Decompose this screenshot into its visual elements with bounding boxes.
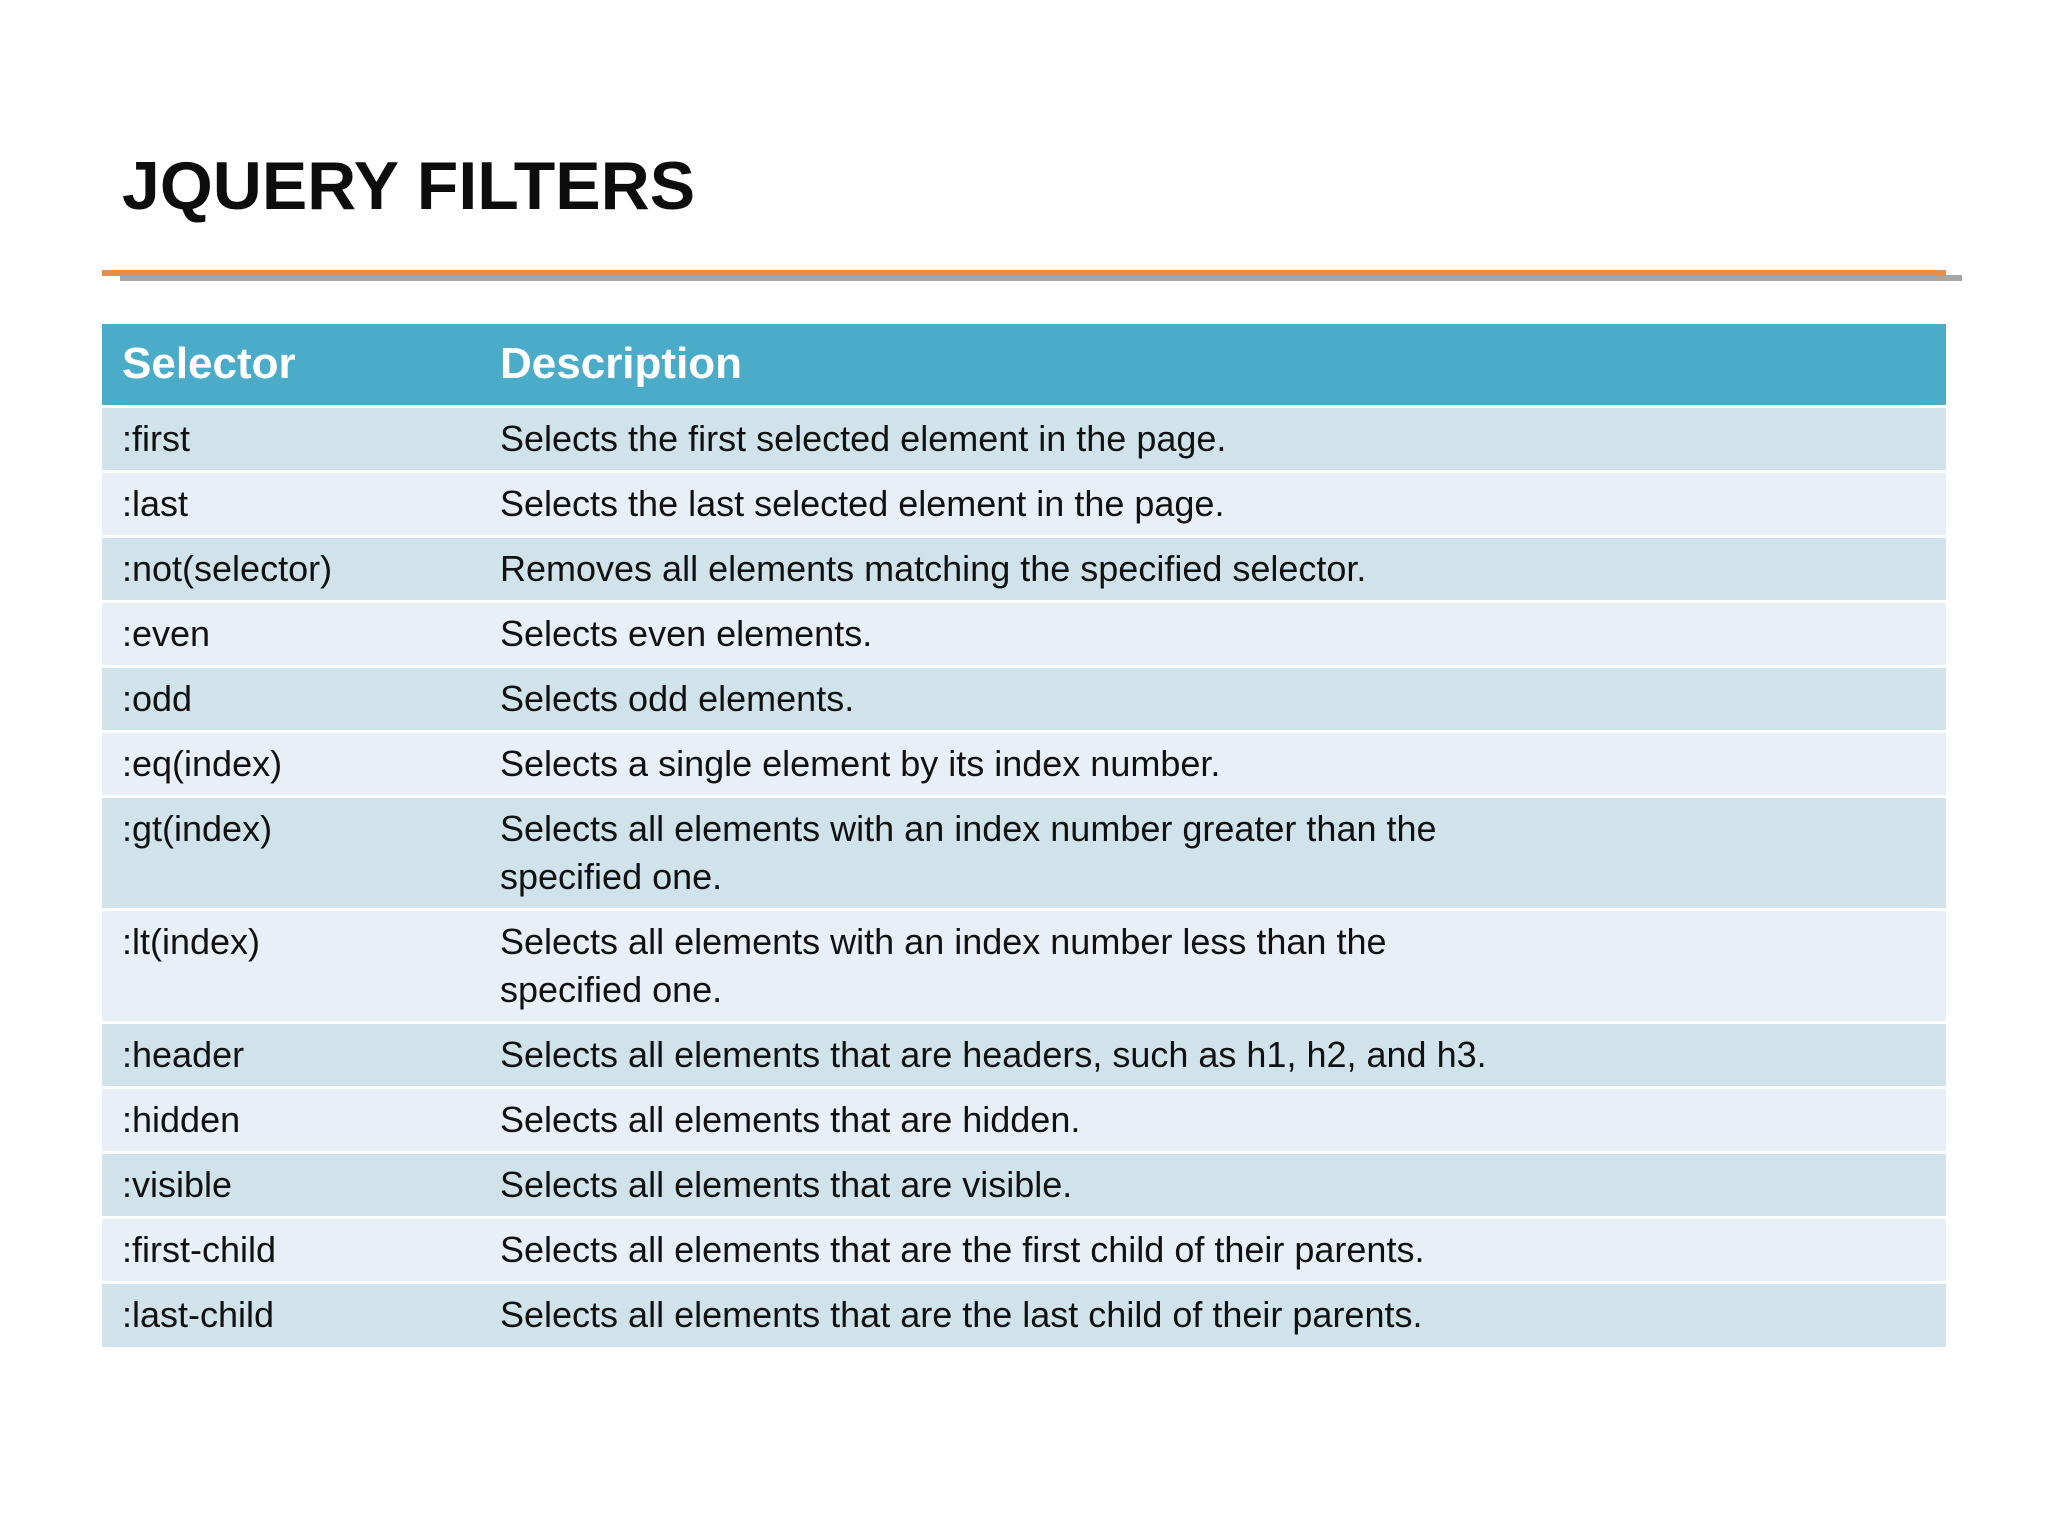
selector-cell: :odd: [122, 677, 193, 719]
description-cell: Selects all elements with an index number greater than the specified one.: [500, 807, 1437, 897]
table-row: [102, 1022, 1946, 1087]
description-cell: Selects all elements with an index number less than the specified one.: [500, 920, 1387, 1010]
slide-title: JQUERY FILTERS: [122, 148, 696, 224]
selector-cell: :first: [122, 417, 190, 459]
description-cell: Selects odd elements.: [500, 677, 855, 719]
header-description: Description: [500, 339, 743, 389]
selector-cell: :header: [122, 1033, 245, 1075]
table-row: [102, 1152, 1946, 1217]
description-cell: Removes all elements matching the specified selector.: [500, 547, 1367, 589]
table-row: [102, 536, 1946, 601]
selector-cell: :not(selector): [122, 547, 333, 589]
table-row: [102, 471, 1946, 536]
description-cell: Selects all elements that are the last child of their parents.: [500, 1293, 1423, 1335]
table-header-row: [102, 324, 1946, 406]
selector-cell: :even: [122, 612, 211, 654]
description-cell: Selects all elements that are the first child of their parents.: [500, 1228, 1425, 1270]
description-cell: Selects even elements.: [500, 612, 873, 654]
header-selector: Selector: [122, 339, 296, 389]
filters-table: [102, 324, 1946, 1347]
table-row: [102, 1282, 1946, 1347]
table-row: [102, 796, 1946, 909]
description-cell: Selects the first selected element in the page.: [500, 417, 1227, 459]
description-cell: Selects all elements that are visible.: [500, 1163, 1073, 1205]
table-row: [102, 666, 1946, 731]
description-cell: Selects the last selected element in the page.: [500, 482, 1225, 524]
table-row: [102, 1217, 1946, 1282]
selector-cell: :gt(index): [122, 807, 273, 849]
filters-table-container: [102, 324, 1946, 1347]
title-rule: [102, 270, 1946, 276]
selector-cell: :last-child: [122, 1293, 275, 1335]
table-row: [102, 731, 1946, 796]
description-cell: Selects a single element by its index number.: [500, 742, 1221, 784]
table-row: [102, 1087, 1946, 1152]
selector-cell: :eq(index): [122, 742, 283, 784]
description-cell: Selects all elements that are hidden.: [500, 1098, 1081, 1140]
selector-cell: :hidden: [122, 1098, 241, 1140]
table-row: [102, 406, 1946, 471]
selector-cell: :visible: [122, 1163, 233, 1205]
selector-cell: :last: [122, 482, 189, 524]
table-row: [102, 601, 1946, 666]
table-row: [102, 909, 1946, 1022]
selector-cell: :first-child: [122, 1228, 277, 1270]
selector-cell: :lt(index): [122, 920, 261, 962]
description-cell: Selects all elements that are headers, such as h1, h2, and h3.: [500, 1033, 1487, 1075]
